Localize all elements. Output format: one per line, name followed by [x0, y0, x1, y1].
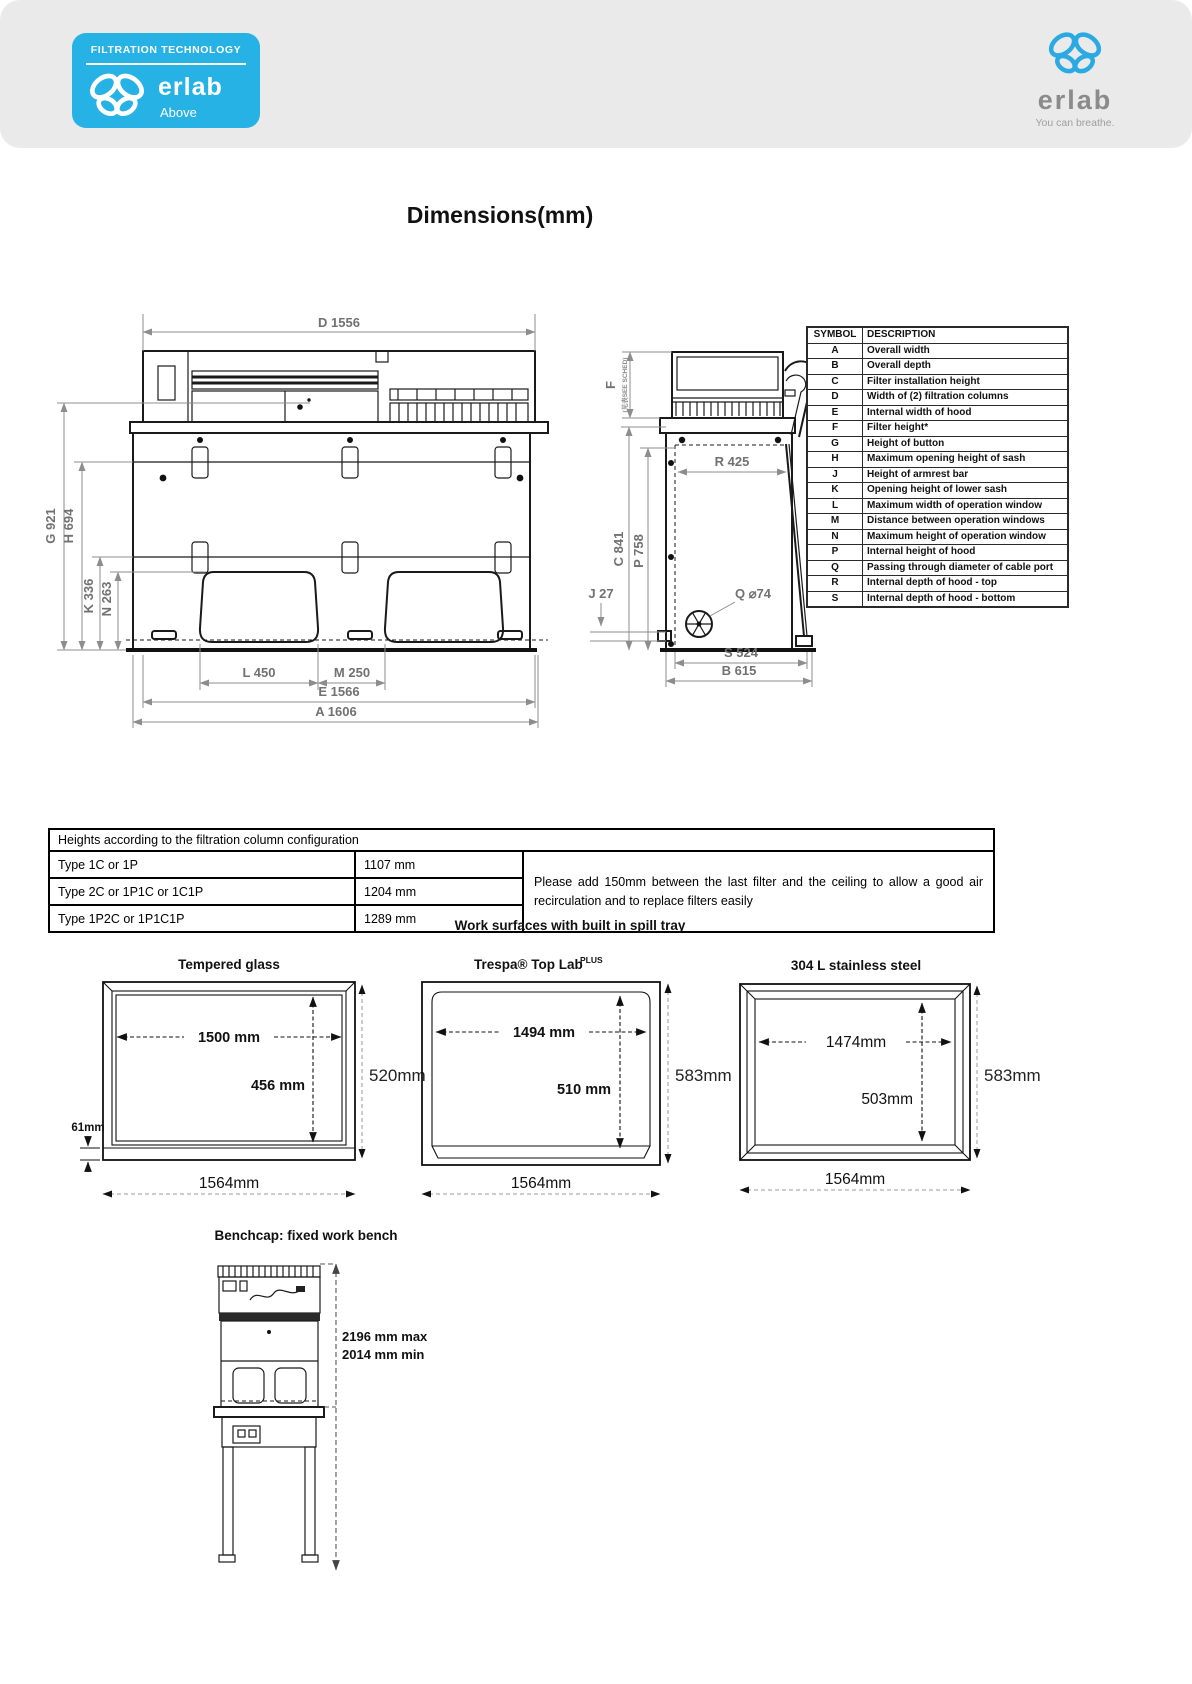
symbol-row	[807, 529, 1068, 545]
symbol-row	[807, 545, 1068, 561]
inclined-sash	[786, 444, 804, 636]
symbol-row	[807, 560, 1068, 576]
benchcap-hood	[218, 1266, 320, 1407]
dim-label-l: L 450	[242, 665, 276, 680]
dim-outer-depth: 583mm	[675, 1066, 732, 1085]
symbol-row	[807, 390, 1068, 406]
symbol-row	[807, 576, 1068, 592]
dim-outer-depth: 520mm	[369, 1066, 426, 1085]
cable-port	[686, 611, 712, 637]
dim-label-b: B 615	[721, 663, 757, 678]
symbol-row	[807, 343, 1068, 359]
symbol-table	[806, 326, 1069, 608]
butterfly-icon	[1044, 67, 1106, 84]
symbol-code: N	[807, 529, 863, 545]
dim-label-a: A 1606	[315, 704, 357, 719]
symbol-row	[807, 421, 1068, 437]
symbol-desc: Maximum opening height of sash	[863, 452, 1069, 468]
dim-inner-width: 1500 mm	[197, 1030, 261, 1046]
config-height: 1289 mm	[355, 905, 523, 932]
symbol-row	[807, 374, 1068, 390]
panel-trespa-top-lab	[422, 955, 732, 1194]
symbol-code: S	[807, 591, 863, 607]
logo-tagline: You can breathe.	[1035, 117, 1115, 129]
symbol-code: G	[807, 436, 863, 452]
symbol-desc: Internal depth of hood - top	[863, 576, 1069, 592]
dim-inner-width: 1494 mm	[512, 1025, 576, 1041]
dim-label-d: D 1556	[318, 315, 360, 330]
dim-inner-width: 1474mm	[825, 1034, 887, 1051]
config-type: Type 2C or 1P1C or 1C1P	[49, 878, 355, 905]
symbol-desc: Distance between operation windows	[863, 514, 1069, 530]
panel-title: Trespa® Top Lab	[474, 957, 583, 972]
symbol-row	[807, 591, 1068, 607]
symbol-desc: Maximum height of operation window	[863, 529, 1069, 545]
dim-outer-depth: 583mm	[984, 1066, 1041, 1085]
benchcap-title: Benchcap: fixed work bench	[214, 1228, 398, 1243]
symbol-code: E	[807, 405, 863, 421]
panel-tempered-glass	[71, 957, 425, 1194]
panel-title-sup: PLUS	[580, 955, 603, 965]
page-title: Dimensions(mm)	[406, 202, 594, 228]
badge-product: Above	[160, 105, 197, 120]
symbol-row	[807, 405, 1068, 421]
symbol-code: C	[807, 374, 863, 390]
config-type: Type 1C or 1P	[49, 851, 355, 878]
dim-label-j: J 27	[588, 586, 614, 601]
heights-table-header	[49, 829, 994, 851]
badge-divider	[86, 63, 246, 65]
symbol-code: P	[807, 545, 863, 561]
dim-label-k: K 336	[81, 578, 96, 614]
front-view-drawing	[126, 351, 548, 650]
symbol-code: R	[807, 576, 863, 592]
benchcap-dimensions	[320, 1264, 428, 1570]
dim-inner-depth: 503mm	[861, 1091, 913, 1108]
benchcap-drawing	[150, 1222, 570, 1584]
heights-table-title: Heights according to the filtration column configuration	[49, 829, 994, 851]
symbol-desc: Filter height*	[863, 421, 1069, 437]
symbol-code: F	[807, 421, 863, 437]
dim-label-r: R 425	[714, 454, 750, 469]
description-col-header: DESCRIPTION	[863, 327, 1069, 343]
symbol-code: D	[807, 390, 863, 406]
operation-window-left	[200, 572, 318, 642]
symbol-row	[807, 498, 1068, 514]
symbol-desc: Internal height of hood	[863, 545, 1069, 561]
dim-label-p: P 758	[631, 534, 646, 568]
symbol-code: B	[807, 359, 863, 375]
symbol-desc: Internal width of hood	[863, 405, 1069, 421]
symbol-code: J	[807, 467, 863, 483]
symbol-code: H	[807, 452, 863, 468]
symbol-code: Q	[807, 560, 863, 576]
symbol-code: L	[807, 498, 863, 514]
symbol-row	[807, 452, 1068, 468]
symbol-desc: Width of (2) filtration columns	[863, 390, 1069, 406]
panel-stainless-steel	[740, 958, 1041, 1190]
symbol-desc: Height of button	[863, 436, 1069, 452]
dim-lip: 61mm	[71, 1122, 105, 1134]
config-type: Type 1P2C or 1P1C1P	[49, 905, 355, 932]
symbol-row	[807, 514, 1068, 530]
symbol-desc: Filter installation height	[863, 374, 1069, 390]
dim-label-f-note: (见表SEE SCHED)	[622, 357, 629, 413]
dim-height-min: 2014 mm min	[342, 1347, 425, 1362]
symbol-desc: Passing through diameter of cable port	[863, 560, 1069, 576]
heights-row	[49, 851, 994, 878]
symbol-code: A	[807, 343, 863, 359]
dim-inner-depth: 456 mm	[250, 1078, 305, 1094]
symbol-desc: Overall depth	[863, 359, 1069, 375]
butterfly-icon	[85, 69, 149, 128]
logo-brand: erlab	[1037, 85, 1113, 115]
work-surfaces-title: Work surfaces with built in spill tray	[454, 918, 686, 933]
dim-height-max: 2196 mm max	[342, 1329, 428, 1344]
symbol-desc: Maximum width of operation window	[863, 498, 1069, 514]
symbol-row	[807, 467, 1068, 483]
symbol-desc: Overall width	[863, 343, 1069, 359]
symbol-desc: Height of armrest bar	[863, 467, 1069, 483]
symbol-code: M	[807, 514, 863, 530]
symbol-col-header: SYMBOL	[807, 327, 863, 343]
symbol-row	[807, 359, 1068, 375]
benchcap-bench	[214, 1407, 324, 1562]
erlab-above-badge	[72, 33, 260, 128]
erlab-logo	[1013, 28, 1137, 129]
dim-label-q: Q ⌀74	[734, 586, 772, 601]
symbol-table-header	[807, 327, 1068, 343]
symbol-row	[807, 436, 1068, 452]
header-banner	[0, 0, 1192, 148]
dim-label-e: E 1566	[318, 684, 360, 699]
dim-label-s: S 524	[724, 645, 758, 660]
work-surfaces-drawing	[0, 940, 1192, 1220]
dim-label-f: F	[603, 381, 618, 389]
operation-window-right	[385, 572, 503, 642]
dim-outer-width: 1564mm	[198, 1175, 260, 1192]
dim-outer-width: 1564mm	[824, 1171, 886, 1188]
panel-title: Tempered glass	[178, 957, 280, 972]
dim-label-m: M 250	[333, 665, 371, 680]
config-height: 1204 mm	[355, 878, 523, 905]
symbol-desc: Opening height of lower sash	[863, 483, 1069, 499]
symbol-code: K	[807, 483, 863, 499]
badge-tagline: FILTRATION TECHNOLOGY	[90, 44, 242, 56]
dim-label-h: H 694	[61, 508, 76, 544]
heights-note: Please add 150mm between the last filter and the ceiling to allow a good air recirculation and to replace filters easily	[523, 851, 994, 932]
config-height: 1107 mm	[355, 851, 523, 878]
dim-inner-depth: 510 mm	[556, 1082, 611, 1098]
badge-brand: erlab	[158, 73, 223, 101]
dim-outer-width: 1564mm	[510, 1175, 572, 1192]
dim-label-n: N 263	[99, 581, 114, 617]
symbol-desc: Internal depth of hood - bottom	[863, 591, 1069, 607]
dim-label-c: C 841	[611, 531, 626, 567]
dim-label-g: G 921	[43, 508, 58, 544]
symbol-row	[807, 483, 1068, 499]
side-view-drawing	[658, 352, 816, 650]
panel-title: 304 L stainless steel	[790, 958, 922, 973]
